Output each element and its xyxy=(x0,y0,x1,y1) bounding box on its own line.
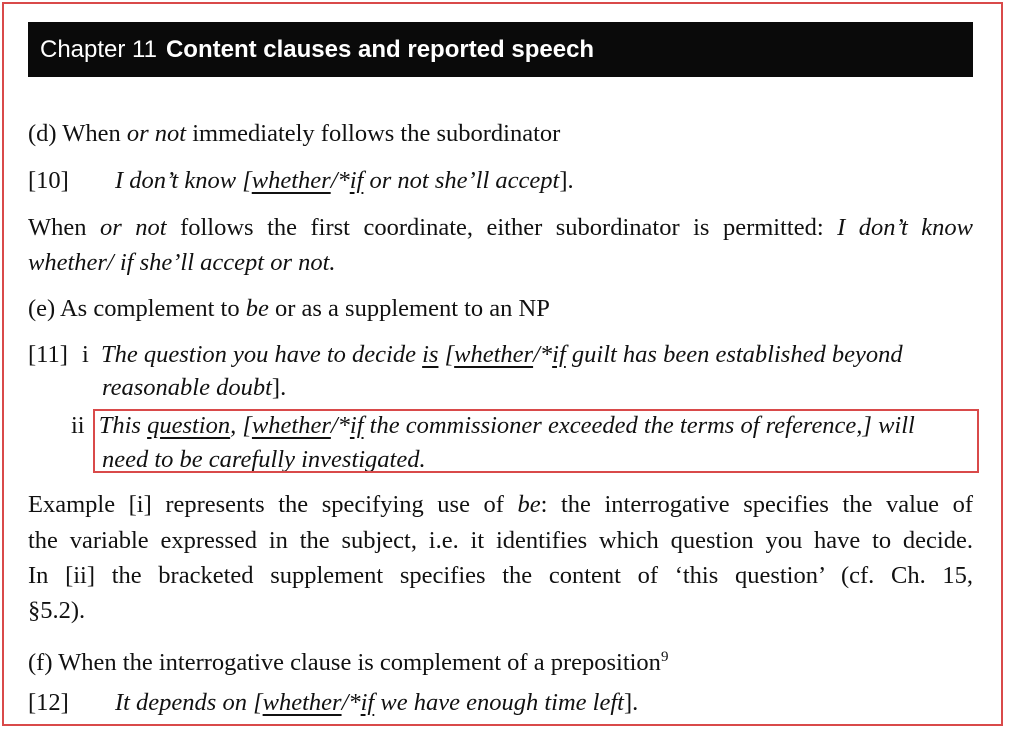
chapter-title: Content clauses and reported speech xyxy=(165,35,595,63)
paragraph-e-line4: §5.2). xyxy=(28,597,86,624)
section-d-heading: (d) When or not immediately follows the subordinator xyxy=(28,120,561,147)
paragraph-e-line2: the variable expressed in the subject, i.e. it identifies which question you have to decide. xyxy=(28,527,973,554)
example-12: [12] It depends on [whether/*if we have enough time left]. xyxy=(28,689,639,716)
example-number: [10] xyxy=(28,167,69,194)
example-10: [10] I don’t know [whether/*if or not she’ll accept]. xyxy=(28,167,574,194)
chapter-label: Chapter 11 xyxy=(40,35,157,63)
section-e-heading: (e) As complement to be or as a supplement to an NP xyxy=(28,295,550,322)
footnote-marker: 9 xyxy=(660,649,669,665)
paragraph-e-line1: Example [i] represents the specifying use of be: the interrogative specifies the value of xyxy=(28,491,974,518)
example-11-i-line2: reasonable doubt]. xyxy=(102,374,287,401)
highlight-box xyxy=(93,409,979,473)
example-11-ii-line2: need to be carefully investigated. xyxy=(102,446,426,473)
section-f-heading: (f) When the interrogative clause is complement of a preposition$^9$ xyxy=(28,649,669,677)
paragraph-d-line2: whether/ if she’ll accept or not. xyxy=(28,249,336,276)
paragraph-e-line3: In [ii] the bracketed supplement specifies the content of ‘this question’ (cf. Ch. 15, xyxy=(28,562,973,589)
example-number: [11] xyxy=(28,341,68,368)
example-11-ii-line1: ii This question, [whether/*if the commissioner exceeded the terms of reference,] will xyxy=(71,412,915,439)
example-number: [12] xyxy=(28,689,69,716)
chapter-header xyxy=(28,22,973,77)
example-11-i-line1: [11] i The question you have to decide is [whether/*if guilt has been established beyond xyxy=(28,341,903,368)
paragraph-d-line1: When or not follows the first coordinate, either subordinator is permitted: I don’t know xyxy=(28,214,974,241)
